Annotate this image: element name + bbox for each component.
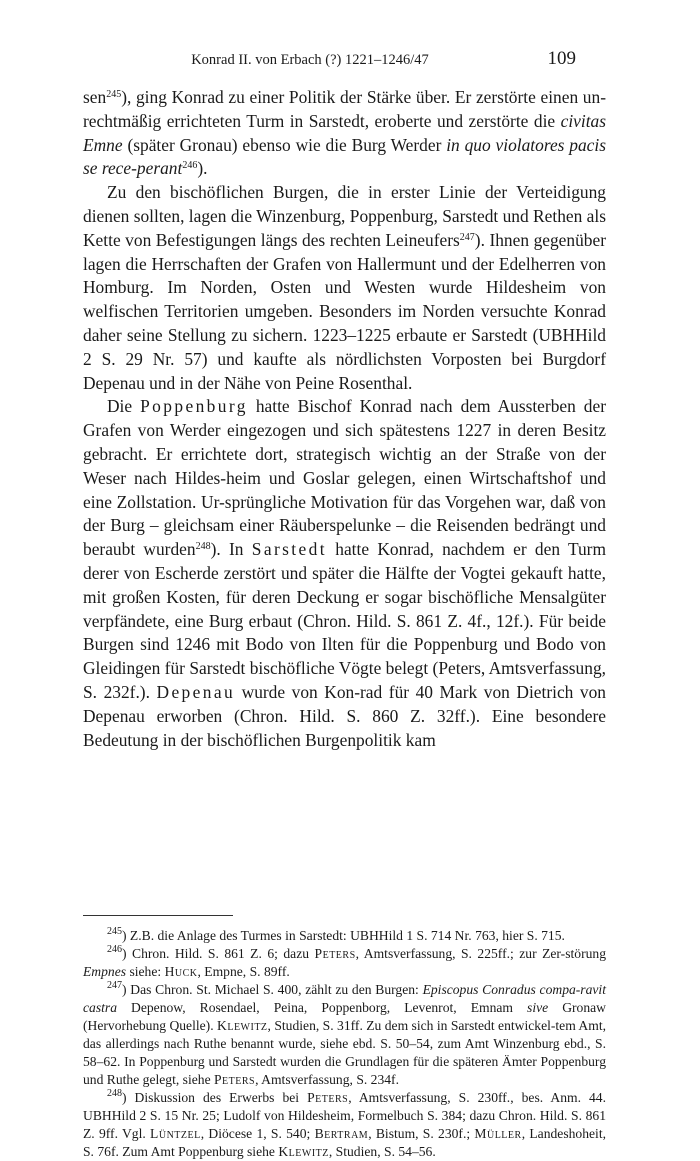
text-run: hatte Konrad, nachdem er den Turm derer von Escherde zerstört und später die Hälfte der Vogtei gekauft hatte, mit großen Kosten, für deren Deckung er sogar bischöfliche Mensalgüter verpfändete, eine Burg erbaut (Chron. Hild. S. 861 Z. 4f., 12f.). Für beide Burgen sind 1246 mit Bodo von Ilten für die Poppenburg und Bodo von Gleidingen für Sarstedt bischöfliche Vögte belegt (Peters, Amtsverfassung, S. 232f.). [83, 539, 606, 702]
footnote-247: $^{247}$) Das Chron. St. Michael S. 400, zählt zu den Burgen: Episcopus Conradus compa-ravit castra Depenow, Rosendael, Peina, Poppenborg, Levenrot, Emnam sive Gronaw (Hervorhebung Quelle). Klewitz, Studien, S. 31ff. Zu dem sich in Sarstedt entwickel-tem Amt, das allerdings nach Ruthe benannt wurde, siehe ebd. S. 50–54, zum Amt Winzenburg ebd., S. 58–62. In Poppenburg und Sarstedt wurden die Grundlagen für die späteren Ämter Poppenburg und Ruthe gelegt, siehe Peters, Amtsverfassung, S. 234f. [83, 980, 607, 1087]
spaced-place-name: Sarstedt [251, 539, 327, 560]
footnote-divider [83, 915, 233, 916]
footnote-248: $^{248}$) Diskussion des Erwerbs bei Peters, Amtsverfassung, S. 230ff., bes. Anm. 44. UBHHild 2 S. 15 Nr. 25; Ludolf von Hildesheim, Formelbuch S. 384; dazu Chron. Hild. S. 861 Z. 9ff. Vgl. Lüntzel, Diöcese 1, S. 540; Bertram, Bistum, S. 230f.; Müller, Landeshoheit, S. 76f. Zum Amt Poppenburg siehe Klewitz, Studien, S. 54–56. [83, 1088, 606, 1159]
spaced-place-name: Depenau [156, 681, 236, 702]
footnote-text: , Amtsverfassung, S. 234f. [255, 1072, 399, 1087]
author-name: Peters [214, 1072, 256, 1087]
author-name: Lüntzel [150, 1126, 201, 1141]
italic-term: civitas Emne [83, 110, 606, 155]
paragraph-3 [83, 395, 606, 752]
page-number: 109 [547, 48, 576, 69]
author-name: Müller [474, 1126, 522, 1141]
footnote-number: 245 [107, 926, 122, 937]
footnote-ref-246[interactable]: 246 [182, 160, 198, 172]
footnote-text: Gronaw (Hervorhebung Quelle). [83, 1000, 606, 1033]
text-run: Die [107, 396, 141, 417]
latin-quote: Episcopus Conradus compa-ravit castra [83, 982, 606, 1015]
text-run: ). In [210, 539, 252, 560]
paragraph-1 [83, 86, 606, 181]
footnotes [83, 927, 606, 1161]
footnote-text: siehe: [126, 964, 165, 979]
footnote-number: 246 [107, 944, 122, 955]
footnote-246: $^{246}$) Chron. Hild. S. 861 Z. 6; dazu Peters, Amtsverfassung, S. 225ff.; zur Zer-störung Empnes siehe: Huck, Empne, S. 89ff. [83, 944, 606, 979]
footnote-ref-248[interactable]: 248 [195, 541, 211, 553]
footnote-text: , Diöcese 1, S. 540; [200, 1126, 315, 1141]
italic-term: sive [527, 1000, 549, 1015]
footnote-text: , Amtsverfassung, S. 230ff., bes. Anm. 44. UBHHild 2 S. 15 Nr. 25; Ludolf von Hildesheim, Formelbuch S. 384; dazu Chron. Hild. S. 861 Z. 9ff. Vgl. [83, 1090, 606, 1141]
footnote-245: $^{245}$) Z.B. die Anlage des Turmes in Sarstedt: UBHHild 1 S. 714 Nr. 763, hier S. 715. [107, 926, 565, 943]
footnote-text: Chron. Hild. S. 861 Z. 6; dazu [126, 946, 315, 961]
author-name: Klewitz [217, 1018, 268, 1033]
spaced-place-name: Poppenburg [140, 396, 248, 417]
text-run: ). Ihnen gegenüber lagen die Herrschaften der Grafen von Hallermunt und der Edelherren von Homburg. Im Norden, Osten und Westen wurde Hildesheim von welfischen Territorien umgeben. Besonders im Norden versuchte Konrad daher seine Stellung zu sichern. 1223–1225 erbaute er Sarstedt (UBHHild 2 S. 29 Nr. 57) und kaufte als nördlichsten Vorposten bei Burgdorf Depenau und in der Nähe von Peine Rosenthal. [83, 229, 606, 393]
text-run: sen [83, 87, 107, 107]
footnote-ref-247[interactable]: 247 [459, 231, 475, 243]
footnote-text: Depenow, Rosendael, Peina, Poppenborg, Levenrot, Emnam [116, 1000, 528, 1015]
footnote-text: Das Chron. St. Michael S. 400, zählt zu den Burgen: [126, 982, 423, 997]
footnote-text: , Studien, S. 54–56. [328, 1144, 436, 1159]
text-run: Zu den bischöflichen Burgen, die in erster Linie der Verteidigung dienen sollten, lagen die Winzenburg, Poppenburg, Sarstedt und Rethen als Kette von Befestigungen längs des rechten Leineufers [83, 182, 606, 250]
text-run: ), ging Konrad zu einer Politik der Stärke über. Er zerstörte einen un-rechtmäßig errichteten Turm in Sarstedt, eroberte und zerstörte die [83, 87, 606, 131]
text-run: (später Gronau) ebenso wie die Burg Werder [122, 134, 447, 155]
footnote-number: 248 [107, 1088, 122, 1099]
footnote-text: , Empne, S. 89ff. [197, 964, 290, 979]
footnote-text: Diskussion des Erwerbs bei [126, 1090, 308, 1105]
main-text [83, 86, 606, 752]
author-name: Klewitz [278, 1144, 329, 1159]
author-name: Bertram [314, 1126, 369, 1141]
footnote-text: , Bistum, S. 230f.; [368, 1126, 475, 1141]
footnote-number: 247 [107, 980, 122, 991]
footnote-ref-245[interactable]: 245 [106, 89, 122, 100]
footnote-text: , Studien, S. 31ff. Zu dem sich in Sarstedt entwickel-tem Amt, das allerdings nach Ruthe benannt wurde, siehe ebd. S. 50–54, zum Amt Winzenburg ebd., S. 58–62. In Poppenburg und Sarstedt wurden die Grundlagen für die späteren Ämter Poppenburg und Ruthe gelegt, siehe [83, 1018, 607, 1087]
author-name: Peters [314, 946, 356, 961]
running-head [0, 48, 700, 72]
running-title: Konrad II. von Erbach (?) 1221–1246/47 [191, 52, 429, 68]
paragraph-2 [83, 181, 606, 395]
text-run: hatte Bischof Konrad nach dem Aussterben der Grafen von Werder eingezogen und sich spätestens 1227 in deren Besitz gebracht. Er errichtete dort, strategisch wichtig an der Straße von der Weser nach Hildes-heim und Goslar gelegen, einen Wirtschaftshof und eine Zollstation. Ur-sprüngliche Motivation für das Vorgehen war, daß von der Burg – gleichsam einer Räuberspelunke – die Reisenden bedrängt und beraubt wurden [83, 396, 606, 560]
text-run: wurde von Kon-rad für 40 Mark von Dietrich von Depenau erworben (Chron. Hild. S. 860 Z. 32ff.). Eine besondere Bedeutung in der bischöflichen Burgenpolitik kam [83, 681, 606, 750]
author-name: Huck [164, 964, 198, 979]
latin-quote: in quo violatores pacis se rece-perant [83, 134, 607, 179]
author-name: Peters [307, 1090, 349, 1105]
footnote-text: Z.B. die Anlage des Turmes in Sarstedt: UBHHild 1 S. 714 Nr. 763, hier S. 715. [126, 928, 565, 943]
italic-term: Empnes [83, 964, 127, 979]
footnote-text: , Amtsverfassung, S. 225ff.; zur Zer-störung [355, 946, 606, 961]
footnote-text: , Landeshoheit, S. 76f. Zum Amt Poppenburg siehe [83, 1126, 606, 1159]
text-run: ). [197, 158, 208, 179]
